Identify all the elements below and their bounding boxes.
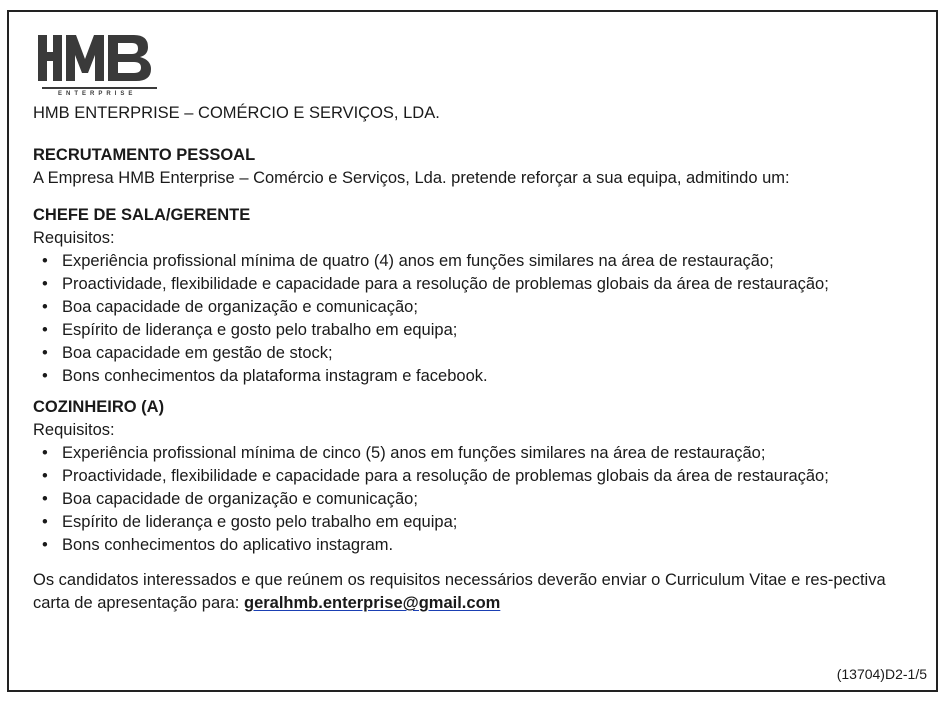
reference-code: (13704)D2-1/5 [836, 666, 927, 682]
requirements-label: Requisitos: [33, 229, 115, 247]
closing-instructions: Os candidatos interessados e que reúnem os requisitos necessários deverão enviar o Curriculum Vitae e res-pectiva carta de apresentação para: [33, 571, 886, 612]
requirements-label: Requisitos: [33, 421, 115, 439]
requirement-item: • Espírito de liderança e gosto pelo trabalho em equipa; [33, 511, 926, 534]
hmb-logo [36, 25, 161, 105]
job-title: CHEFE DE SALA/GERENTE [33, 206, 251, 224]
requirement-item: • Proactividade, flexibilidade e capacidade para a resolução de problemas globais da área de restauração; [33, 273, 926, 296]
recruitment-heading: RECRUTAMENTO PESSOAL [33, 146, 256, 164]
requirement-item: • Espírito de liderança e gosto pelo trabalho em equipa; [33, 319, 926, 342]
job-section-1 [33, 204, 926, 388]
requirement-item: • Boa capacidade de organização e comunicação; [33, 296, 926, 319]
requirement-item: • Experiência profissional mínima de quatro (4) anos em funções similares na área de restauração; [33, 250, 926, 273]
recruitment-intro: A Empresa HMB Enterprise – Comércio e Serviços, Lda. pretende reforçar a sua equipa, admitindo um: [33, 169, 790, 187]
notice-frame [7, 10, 938, 692]
logo-subtext: ENTERPRISE [58, 91, 137, 97]
company-name: HMB ENTERPRISE – COMÉRCIO E SERVIÇOS, LDA. [33, 104, 440, 122]
requirement-item: • Proactividade, flexibilidade e capacidade para a resolução de problemas globais da área de restauração; [33, 465, 926, 488]
requirement-item: • Experiência profissional mínima de cinco (5) anos em funções similares na área de restauração; [33, 442, 926, 465]
requirements-list [33, 442, 926, 557]
job-title: COZINHEIRO (A) [33, 398, 165, 416]
email-link[interactable]: geralhmb.enterprise@gmail.com [243, 594, 501, 612]
requirement-item: • Bons conhecimentos da plataforma instagram e facebook. [33, 365, 926, 388]
job-section-2 [33, 396, 926, 557]
notice-body [33, 102, 926, 615]
requirement-item: • Bons conhecimentos do aplicativo instagram. [33, 534, 926, 557]
requirement-item: • Boa capacidade de organização e comunicação; [33, 488, 926, 511]
requirement-item: • Boa capacidade em gestão de stock; [33, 342, 926, 365]
closing-text [33, 569, 926, 615]
requirements-list [33, 250, 926, 388]
